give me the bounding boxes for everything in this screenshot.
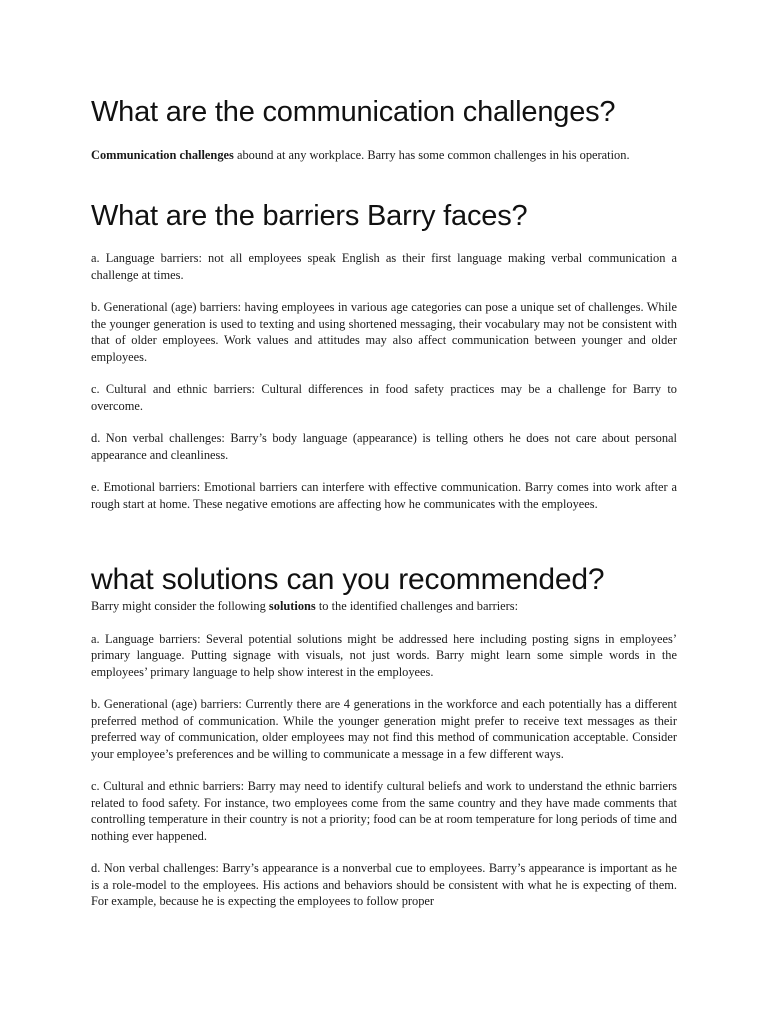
heading-communication-challenges: What are the communication challenges? (91, 96, 616, 128)
solutions-lead-bold: solutions (268, 599, 316, 613)
barrier-item-emotional: e. Emotional barriers: Emotional barriers can interfere with effective communication. Barry comes into work after a rough start at home. These negative emotions are affecting how he communicates with the employees. (91, 480, 677, 511)
solutions-lead-pre: Barry might consider the following (91, 599, 269, 613)
solutions-lead (91, 598, 677, 615)
heading-barriers: What are the barriers Barry faces? (91, 200, 528, 232)
intro-text: abound at any workplace. Barry has some common challenges in his operation. (233, 148, 630, 162)
barriers-list (91, 250, 677, 528)
heading-solutions: what solutions can you recommended? (91, 563, 605, 596)
barrier-item-nonverbal: d. Non verbal challenges: Barry’s body language (appearance) is telling others he does not care about personal appearance and cleanliness. (91, 431, 677, 462)
solution-item-language: a. Language barriers: Several potential solutions might be addressed here including posting signs in employees’ primary language. Putting signage with visuals, not just words. Barry might learn some simple words in the employees’ primary language to help show interest in the employees. (91, 631, 677, 679)
barrier-item-cultural: c. Cultural and ethnic barriers: Cultural differences in food safety practices may be a challenge for Barry to overcome. (91, 382, 677, 413)
solution-item-cultural: c. Cultural and ethnic barriers: Barry may need to identify cultural beliefs and work to understand the ethnic barriers related to food safety. For instance, two employees come from the same country and they have made comments that controlling temperature in their country is not a priority; food can be at room temperature for long periods of time and nothing ever happened. (91, 779, 677, 843)
barrier-item-language: a. Language barriers: not all employees speak English as their first language making verbal communication a challenge at times. (91, 251, 677, 282)
solution-item-generational: b. Generational (age) barriers: Currently there are 4 generations in the workforce and each potentially has a different preferred method of communication. While the younger generation might prefer to receive text messages as their preferred way of communication, older employees may not find this method of communication acceptable. Consider your employee’s preferences and be willing to communicate a message in a few different ways. (91, 697, 677, 761)
barrier-item-generational: b. Generational (age) barriers: having employees in various age categories can pose a unique set of challenges. While the younger generation is used to texting and using shortened messaging, their vocabulary may not be consistent with that of older employees. Work values and attitudes may also affect communication between younger and older employees. (91, 300, 677, 364)
solution-item-nonverbal: d. Non verbal challenges: Barry’s appearance is a nonverbal cue to employees. Barry’s appearance is important as he is a role-model to the employees. His actions and behaviors should be consistent with what he is expecting of them. For example, because he is expecting the employees to follow proper (91, 861, 677, 908)
intro-paragraph (91, 147, 630, 164)
solutions-lead-post: to the identified challenges and barriers: (315, 599, 519, 613)
solutions-list (91, 598, 677, 926)
intro-bold-term: Communication challenges (91, 148, 234, 162)
